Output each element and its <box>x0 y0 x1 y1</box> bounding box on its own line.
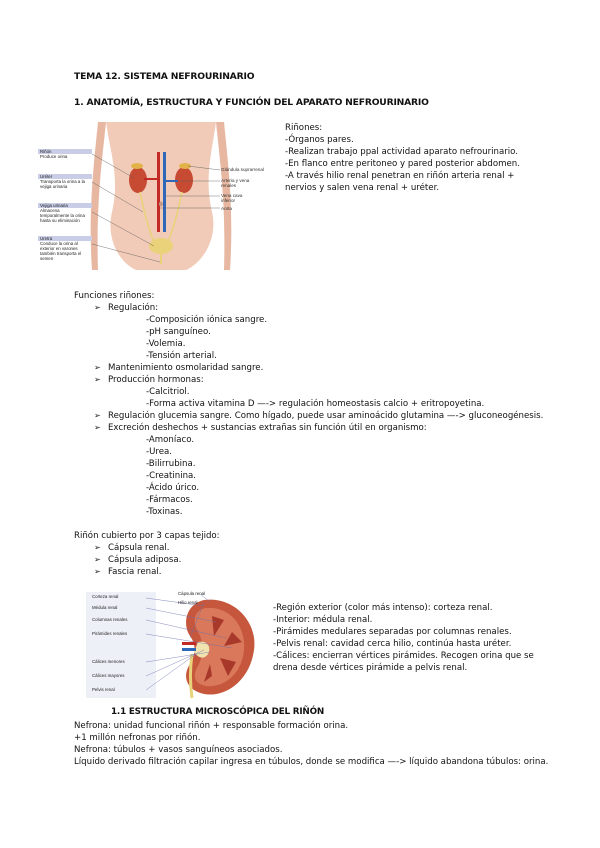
list-item: ➢ Producción hormonas: <box>94 375 204 385</box>
text-line: Líquido derivado filtración capilar ingresa en túbulos, donde se modifica —-> líquido abandona túbulos: orina. <box>74 757 549 767</box>
text-line: Riñones: <box>285 123 323 133</box>
label-renal-pyramids: Pirámides renales <box>92 631 128 636</box>
figure-box-kidney: Riñón Produce orina <box>38 149 92 159</box>
figure-box-urethra: Uretra Conduce la orina al exterior en varones también transporta el semen <box>38 236 92 261</box>
label-renal-capsule: Cápsula renal <box>178 591 206 596</box>
text-line: -En flanco entre peritoneo y pared posterior abdomen. <box>285 159 520 169</box>
label-renal-pelvis: Pelvis renal <box>92 687 115 692</box>
arrow-bullet-icon: ➢ <box>94 567 101 576</box>
text-line: -Interior: médula renal. <box>273 615 373 625</box>
text-line: -Órganos pares. <box>285 135 354 145</box>
kidney-intro <box>285 122 520 194</box>
label-renal-hilum: Hilio renal <box>178 600 198 605</box>
list-item: ➢ Excreción deshechos + sustancias extrañas sin función útil en organismo: <box>94 423 427 433</box>
arrow-bullet-icon: ➢ <box>94 543 101 552</box>
text-line: -Cálices: encierran vértices pirámides. Recogen orina que se <box>273 651 534 661</box>
label-renal-cortex: Corteza renal <box>92 594 119 599</box>
arrow-bullet-icon: ➢ <box>94 423 101 432</box>
arrow-bullet-icon: ➢ <box>94 411 101 420</box>
list-item: ➢ Mantenimiento osmolaridad sangre. <box>94 363 264 373</box>
list-item: ➢ Cápsula adiposa. <box>94 555 182 565</box>
arrow-bullet-icon: ➢ <box>94 375 101 384</box>
label-renal-vessels: Arteria y vena renales <box>221 178 250 188</box>
layers-title: Riñón cubierto por 3 capas tejido: <box>74 531 220 541</box>
section-heading-1-1: 1.1 ESTRUCTURA MICROSCÓPICA DEL RIÑÓN <box>111 707 325 717</box>
text-line: +1 millón nefronas por riñón. <box>74 733 201 743</box>
arrow-bullet-icon: ➢ <box>94 555 101 564</box>
text-line: -Pirámides medulares separadas por columnas renales. <box>273 627 512 637</box>
text-line: Nefrona: túbulos + vasos sanguíneos asociados. <box>74 745 283 755</box>
label-aorta: Aorta <box>221 206 232 211</box>
arrow-bullet-icon: ➢ <box>94 363 101 372</box>
list-item: ➢ Regulación glucemia sangre. Como hígado, puede usar aminoácido glutamina —-> gluconeogénesis. <box>94 411 544 421</box>
label-major-calyces: Cálices mayores <box>92 673 125 678</box>
section-heading-1: 1. ANATOMÍA, ESTRUCTURA Y FUNCIÓN DEL APARATO NEFROURINARIO <box>74 97 429 108</box>
text-line: -A través hilio renal penetran en riñón arteria renal + <box>285 171 515 181</box>
page-title: TEMA 12. SISTEMA NEFROURINARIO <box>74 71 255 82</box>
micro-structure <box>74 720 548 768</box>
figure-box-ureter: Uréter Transporta la orina a la vejiga urinaria <box>38 174 92 189</box>
label-vena-cava: Vena cava inferior <box>221 193 243 203</box>
label-adrenal-gland: Glándula suprarrenal <box>221 167 264 172</box>
text-line: -Realizan trabajo ppal actividad aparato nefrourinario. <box>285 147 519 157</box>
functions-list: Funciones riñones: ➢ Regulación: -Composición iónica sangre. -pH sanguíneo. -Volemia. -Tensión arterial. ➢ Mantenimiento osmolaridad sangre. ➢ Producción hormonas: -Calcitriol. -Forma activa vitamina D —-> regulación homeostasis calcio + eritropoyetina. ➢ Regulación glucemia sangre. Como hígado, puede usar aminoácido glutamina —-> gluconeogénesis. ➢ Excreción deshechos + sustancias extrañas sin función útil en organismo: -Amoníaco. -Urea. -Bilirrubina. -Creatinina. -Ácido úrico. -Fármacos. -Toxinas. <box>74 291 544 517</box>
text-line: Nefrona: unidad funcional riñón + responsable formación orina. <box>74 721 349 731</box>
text-line: -Región exterior (color más intenso): corteza renal. <box>273 603 493 613</box>
text-line: nervios y salen vena renal + uréter. <box>285 183 440 193</box>
kidney-regions <box>273 602 534 674</box>
label-renal-medulla: Médula renal <box>92 605 118 610</box>
list-item: ➢ Regulación: <box>94 303 159 313</box>
urinary-system-figure <box>36 122 278 270</box>
kidney-section-figure <box>86 592 268 700</box>
list-item: ➢ Fascia renal. <box>94 567 162 577</box>
list-item: ➢ Cápsula renal. <box>94 543 170 553</box>
text-line: drena desde vértices pirámide a pelvis renal. <box>273 663 468 673</box>
text-line: -Pelvis renal: cavidad cerca hilio, continúa hasta uréter. <box>273 639 512 649</box>
functions-title: Funciones riñones: <box>74 291 155 301</box>
arrow-bullet-icon: ➢ <box>94 303 101 312</box>
layers-list <box>74 530 220 578</box>
label-renal-columns: Columnas renales <box>92 617 128 622</box>
figure-box-bladder: Vejiga urinaria Almacena temporalmente la orina hasta su eliminación <box>38 203 92 223</box>
label-minor-calyces: Cálices menores <box>92 659 125 664</box>
